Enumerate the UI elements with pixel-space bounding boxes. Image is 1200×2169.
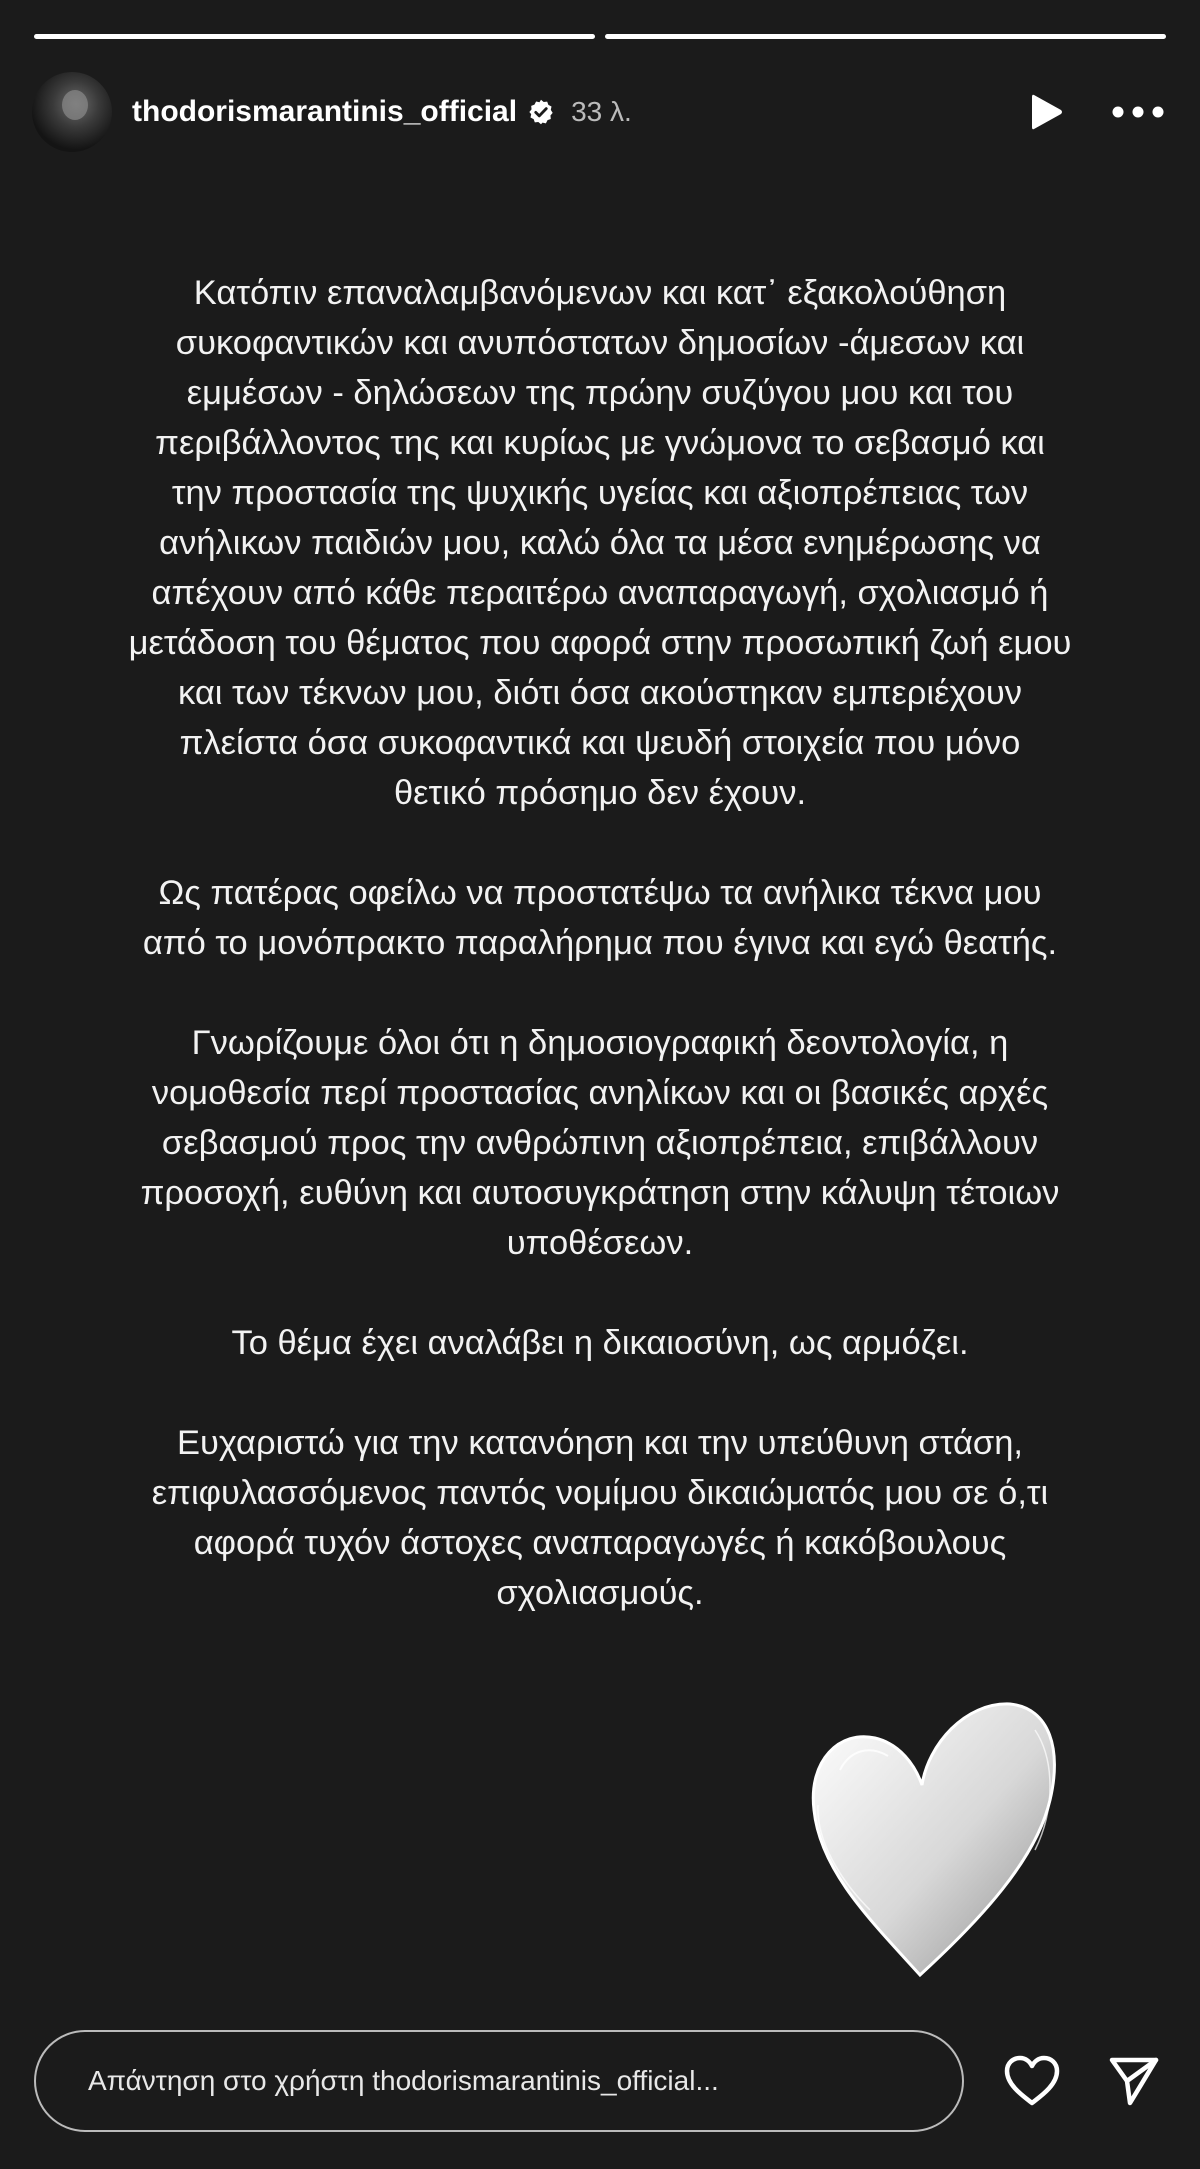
avatar[interactable] (32, 72, 112, 152)
text-line: Ευχαριστώ για την κατανόηση και την υπεύθυνη στάση, (176, 1424, 1023, 1462)
text-line: ανήλικων παιδιών μου, καλώ όλα τα μέσα ενημέρωσης να (159, 524, 1041, 562)
text-line: Ως πατέρας οφείλω να προστατέψω τα ανήλικα τέκνα μου (158, 874, 1042, 912)
text-line: και των τέκνων μου, διότι όσα ακούστηκαν εμπεριέχουν (178, 674, 1022, 712)
text-line: συκοφαντικών και ανυπόστατων δημοσίων -άμεσων και (175, 324, 1025, 362)
text-line: σχολιασμούς. (496, 1574, 704, 1612)
text-line: Το θέμα έχει αναλάβει η δικαιοσύνη, ως αρμόζει. (231, 1324, 969, 1362)
text-line: εμμέσων - δηλώσεων της πρώην συζύγου μου και του (186, 374, 1014, 412)
text-line: από το μονόπρακτο παραλήρημα που έγινα και εγώ θεατής. (142, 924, 1058, 962)
progress-segment (605, 34, 1166, 39)
text-line: σεβασμού προς την ανθρώπινη αξιοπρέπεια, επιβάλλουν (161, 1124, 1039, 1162)
text-line: την προστασία της ψυχικής υγείας και αξιοπρέπειας των (171, 474, 1029, 512)
progress-fill (34, 34, 595, 39)
text-line: περιβάλλοντος της και κυρίως με γνώμονα το σεβασμό και (155, 424, 1045, 462)
paragraph-4 (20, 1318, 1180, 1368)
paragraph-2 (20, 868, 1180, 968)
more-dots-icon[interactable] (1108, 87, 1168, 137)
text-line: μετάδοση του θέματος που αφορά στην προσωπική ζωή εμου (128, 624, 1072, 662)
verified-badge-icon (527, 98, 555, 126)
text-line: θετικό πρόσημο δεν έχουν. (393, 774, 807, 812)
progress-segment (34, 34, 595, 39)
text-line: Γνωρίζουμε όλοι ότι η δημοσιογραφική δεοντολογία, η (191, 1024, 1009, 1062)
paragraph-3 (20, 1018, 1180, 1268)
text-line: αφορά τυχόν άστοχες αναπαραγωγές ή κακόβουλους (193, 1524, 1007, 1562)
heart-sticker-icon (800, 1690, 1070, 1990)
paragraph-1 (20, 268, 1180, 818)
username[interactable]: thodorismarantinis_official (132, 95, 518, 128)
story-text (20, 268, 1180, 1668)
story-progress (34, 34, 1166, 39)
time-ago: 33 λ. (571, 96, 632, 127)
text-line: νομοθεσία περί προστασίας ανηλίκων και οι βασικές αρχές (151, 1074, 1049, 1112)
reply-field[interactable] (34, 2030, 964, 2132)
progress-fill (605, 34, 1166, 39)
story-header (32, 70, 1168, 154)
text-line: πλείστα όσα συκοφαντικά και ψευδή στοιχεία που μόνο (179, 724, 1021, 762)
text-line: υποθέσεων. (506, 1224, 694, 1262)
paragraph-5 (20, 1418, 1180, 1618)
text-line: προσοχή, ευθύνη και αυτοσυγκράτηση στην κάλυψη τέτοιων (140, 1174, 1060, 1212)
heart-outline-icon[interactable] (1000, 2051, 1064, 2111)
text-line: απέχουν από κάθε περαιτέρω αναπαραγωγή, σχολιασμό ή (151, 574, 1049, 612)
reply-input[interactable] (86, 2064, 930, 2098)
text-line: Κατόπιν επαναλαμβανόμενων και κατ᾽ εξακολούθηση (193, 274, 1007, 312)
text-line: επιφυλασσόμενος παντός νομίμου δικαιώματός μου σε ό,τι (151, 1474, 1049, 1512)
send-icon[interactable] (1104, 2051, 1164, 2111)
play-icon[interactable] (1022, 87, 1072, 137)
